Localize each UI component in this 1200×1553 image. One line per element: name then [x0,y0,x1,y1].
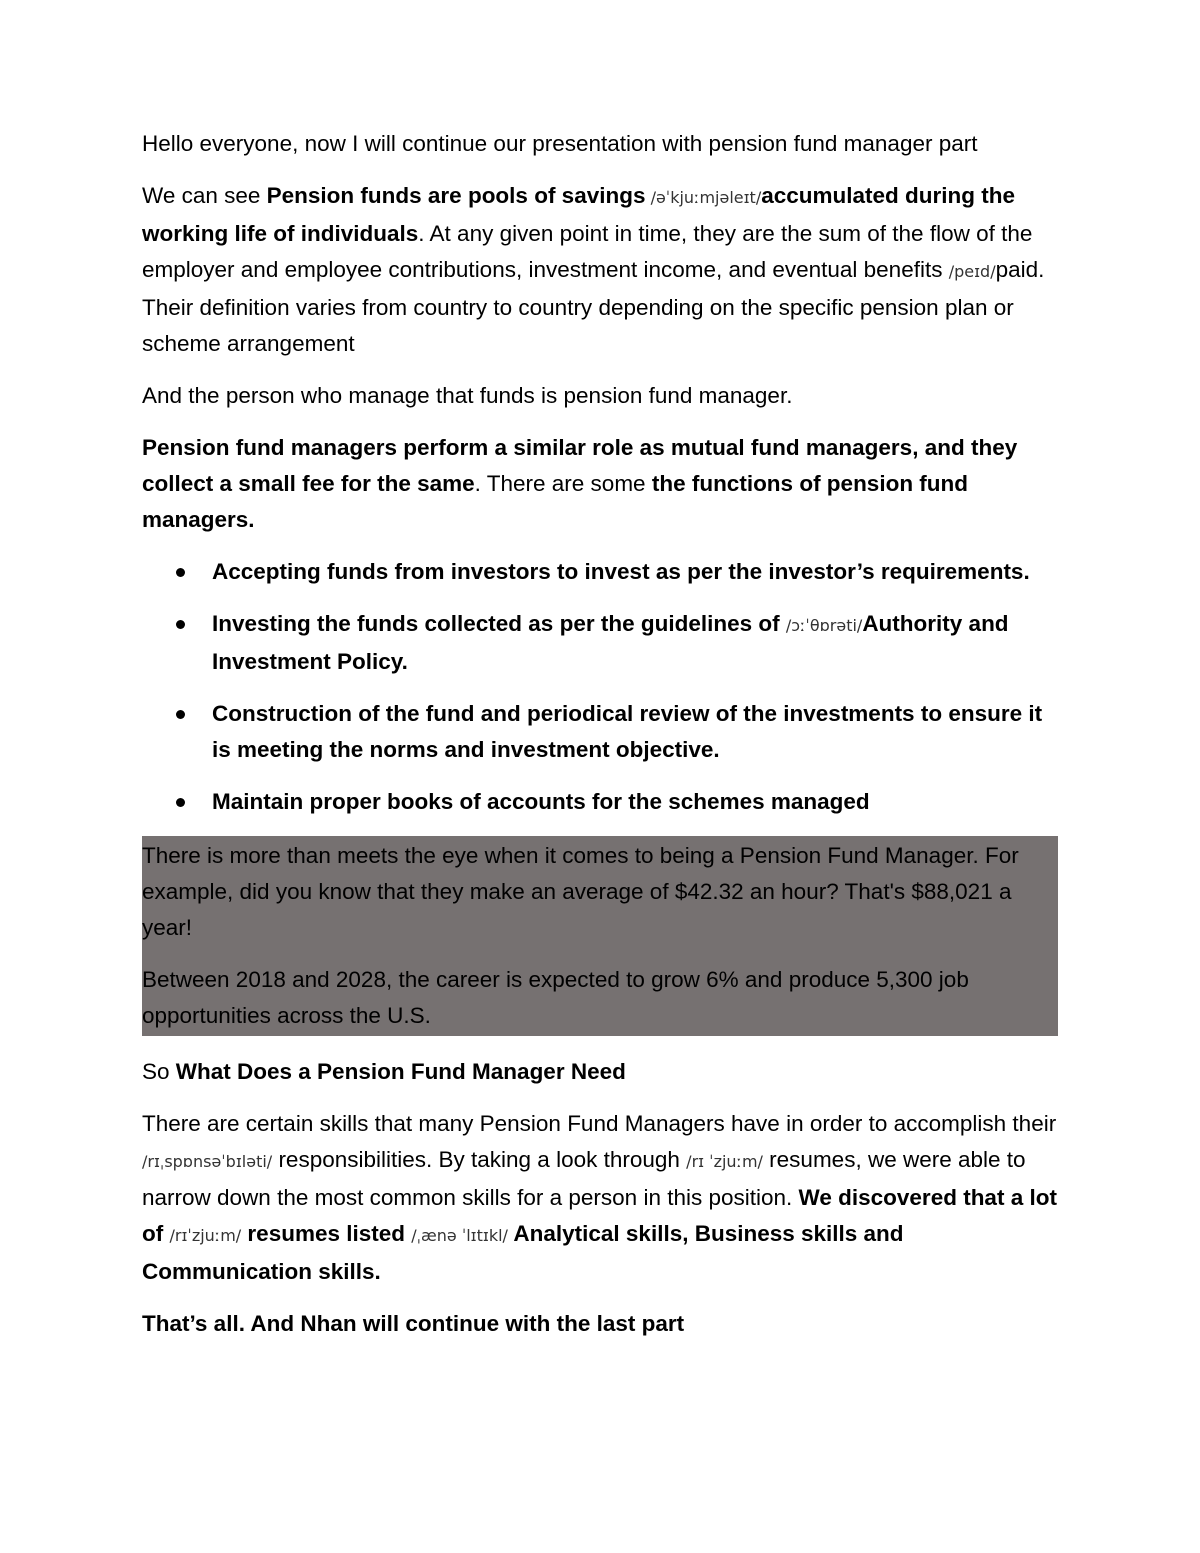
bullet-text: Investing the funds collected as per the guidelines of [212,611,786,636]
text-segment: . At any given point in time, they are the sum of the flow of the employer and employee contributions, investment income, and eventual benefits [142,221,1033,282]
bullet-dot-icon [176,568,185,577]
bullet-dot-icon [176,620,185,629]
bold-segment: That’s all. And Nhan will continue with the last part [142,1311,685,1336]
document-page [142,126,1058,1358]
ipa-transcription: /ˌænə ˈlɪtɪkl/ [411,1226,508,1245]
pension-funds-definition-paragraph [142,178,1058,362]
bullet-text: Accepting funds from investors to invest as per the investor’s requirements. [212,559,1030,584]
bullet-text: Maintain proper books of accounts for the schemes managed [212,789,870,814]
bold-segment: the functions of pension fund managers. [142,471,969,532]
text-segment: Between 2018 and 2028, the career is expected to grow 6% and produce 5,300 job opportunities across the U.S. [142,967,969,1028]
bold-segment: Pension funds are pools of savings [266,183,646,208]
text-segment: There are certain skills that many Pension Fund Managers have in order to accomplish their [142,1111,1057,1136]
bold-segment: Pension fund managers perform a similar role as mutual fund managers, and they collect a small fee for the same [142,435,1018,496]
text-segment: We can see [142,183,267,208]
list-item [142,696,1058,768]
manager-intro-paragraph [142,378,1058,414]
text-segment: resumes, we were able to narrow down the most common skills for a person in this position. [142,1147,1026,1210]
list-item [142,554,1058,590]
bold-segment: Analytical skills, Business skills and Communication skills. [142,1221,904,1284]
text-segment: So [142,1059,176,1084]
highlighted-block [142,836,1058,1036]
ipa-transcription: /rɪˈzjuːm/ [169,1226,242,1245]
bold-segment: accumulated during the working life of individuals [142,183,1016,246]
list-item [142,784,1058,820]
salary-paragraph [142,838,1058,946]
career-growth-paragraph [142,962,1058,1034]
intro-paragraph [142,126,1058,162]
text-segment: There is more than meets the eye when it comes to being a Pension Fund Manager. For example, did you know that they make an average of $42.32 an hour? That's $88,021 a year! [142,843,1019,940]
functions-bullet-list [142,554,1058,820]
ipa-transcription: /peɪd/ [948,262,996,281]
ipa-transcription: /rɪˌspɒnsəˈbɪləti/ [142,1152,273,1171]
text-segment: . There are some [474,471,652,496]
bullet-text: Authority and Investment Policy. [212,611,1009,674]
bullet-dot-icon [176,710,185,719]
needs-heading-paragraph [142,1054,1058,1090]
bold-segment: resumes listed [241,1221,412,1246]
skills-paragraph [142,1106,1058,1290]
ipa-transcription: /rɪ ˈzjuːm/ [686,1152,763,1171]
bullet-dot-icon [176,798,185,807]
intro-text: Hello everyone, now I will continue our presentation with pension fund manager part [142,131,978,156]
ipa-transcription: /əˈkjuːmjəleɪt/ [645,188,762,207]
bold-segment: What Does a Pension Fund Manager Need [175,1059,626,1084]
ipa-transcription: /ɔːˈθɒrəti/ [785,616,863,635]
closing-paragraph [142,1306,1058,1342]
text-segment: And the person who manage that funds is pension fund manager. [142,383,793,408]
text-segment: paid. Their definition varies from country to country depending on the specific pension plan or scheme arrangement [142,257,1045,356]
bullet-text: Construction of the fund and periodical review of the investments to ensure it is meeting the norms and investment objective. [212,701,1043,762]
list-item [142,606,1058,680]
manager-role-paragraph [142,430,1058,538]
bold-segment: We discovered that a lot of [142,1185,1057,1246]
text-segment: responsibilities. By taking a look through [272,1147,687,1172]
